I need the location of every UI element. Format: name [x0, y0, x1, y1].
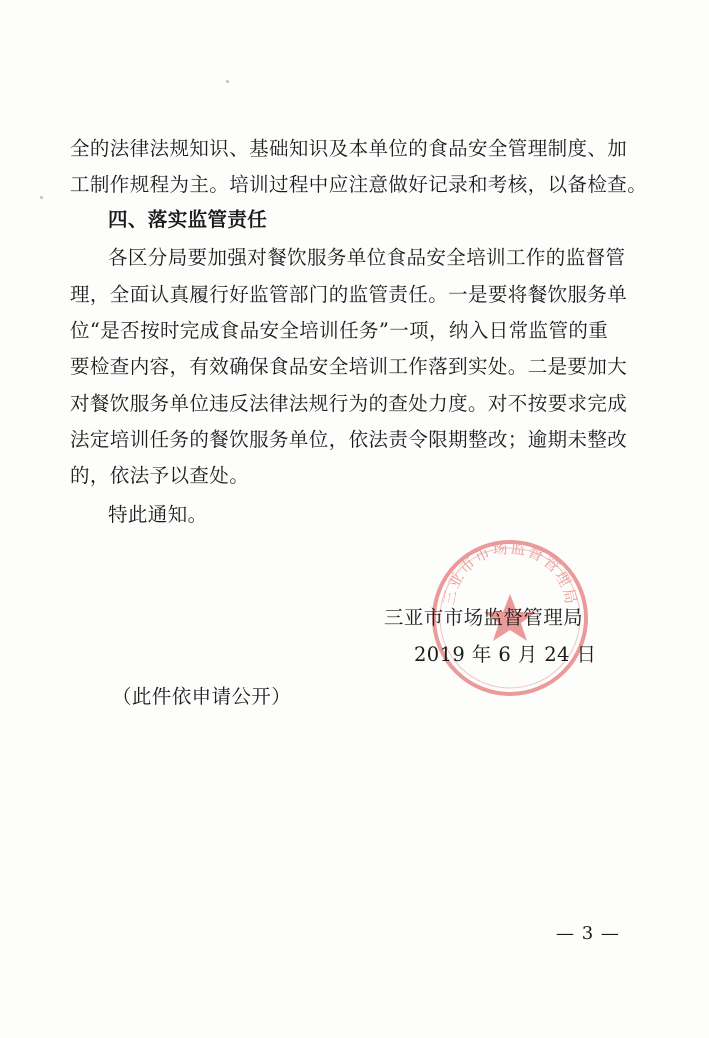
section-heading: 四、落实监管责任 — [108, 208, 268, 231]
body-line-8: 法定培训任务的餐饮服务单位，依法责令限期整改；逾期未整改 — [70, 428, 628, 451]
scan-speck — [226, 80, 229, 83]
body-line-4: 理，全面认真履行好监管部门的监管责任。一是要将餐饮服务单 — [70, 283, 628, 306]
page-number: — 3 — — [556, 923, 620, 944]
disclosure-note: （此件依申请公开） — [112, 685, 292, 708]
body-line-7: 对餐饮服务单位违反法律法规行为的查处力度。对不按要求完成 — [70, 392, 628, 415]
body-line-2: 工制作规程为主。培训过程中应注意做好记录和考核，以备检查。 — [70, 173, 648, 196]
closing-phrase: 特此通知。 — [108, 503, 208, 526]
issuing-organization: 三亚市市场监督管理局 — [384, 606, 584, 629]
seal-text: 三亚市市场监督管理局 — [439, 538, 581, 608]
scan-speck — [40, 196, 43, 199]
body-line-9: 的，依法予以查处。 — [70, 464, 250, 487]
body-line-3: 各区分局要加强对餐饮服务单位食品安全培训工作的监督管 — [108, 246, 626, 269]
issue-date: 2019 年 6 月 24 日 — [414, 643, 597, 666]
body-line-1: 全的法律法规知识、基础知识及本单位的食品安全管理制度、加 — [70, 137, 628, 160]
body-line-5: 位“是否按时完成食品安全培训任务”一项，纳入日常监管的重 — [70, 319, 609, 342]
body-line-6: 要检查内容，有效确保食品安全培训工作落到实处。二是要加大 — [70, 355, 628, 378]
